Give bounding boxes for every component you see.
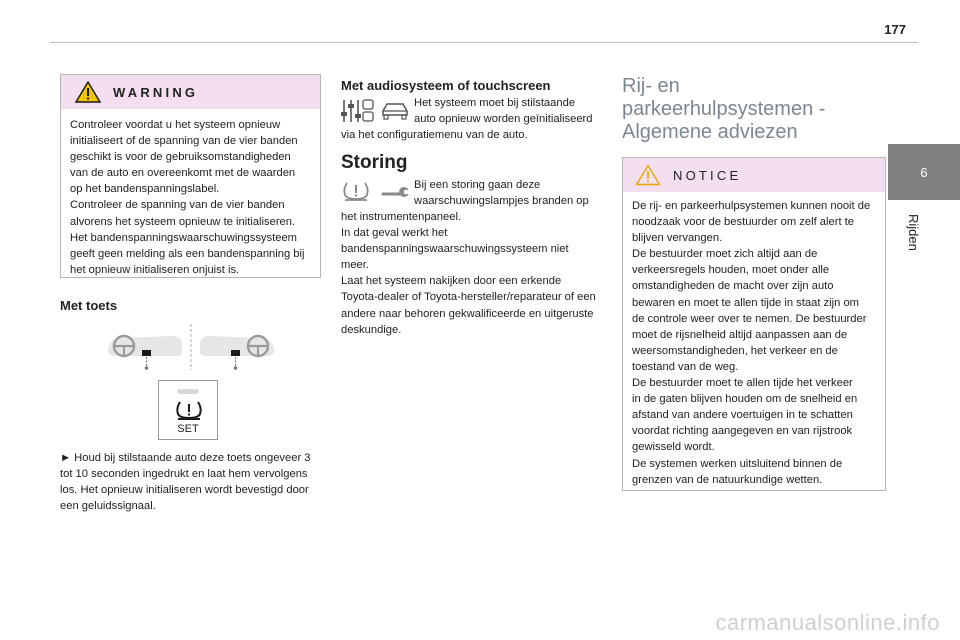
audio-text-indented bbox=[414, 95, 604, 127]
audio-heading: Met audiosysteem of touchscreen bbox=[341, 78, 551, 93]
text-line: op het bandenspanningslabel. bbox=[70, 183, 220, 196]
text-line: De systemen werken uitsluitend binnen de bbox=[632, 457, 843, 470]
car-icon bbox=[380, 100, 410, 122]
text-line: noodzaak voor de bestuurder om zelf alert te bbox=[632, 216, 855, 229]
text-line: Het systeem moet bij stilstaande bbox=[414, 97, 576, 109]
chapter-label-text: Rijden bbox=[906, 214, 921, 251]
warning-triangle-icon bbox=[75, 81, 101, 103]
section-title-line: parkeerhulpsystemen - bbox=[622, 98, 826, 120]
section-title bbox=[622, 75, 882, 144]
dashboard-location-illustration bbox=[106, 322, 276, 372]
text-line: bewaren en moet te allen tijde in staat zijn om bbox=[632, 296, 859, 309]
audio-text bbox=[341, 127, 606, 143]
header-divider bbox=[50, 42, 918, 43]
section-title-line: Algemene adviezen bbox=[622, 121, 798, 143]
notice-box bbox=[622, 157, 886, 491]
section-title-line: Rij- en bbox=[622, 75, 680, 97]
text-line: verkeersregels houden, moet onder alle bbox=[632, 264, 830, 277]
text-line: het opnieuw initialiseren onjuist is. bbox=[70, 263, 240, 276]
storing-text-indented bbox=[414, 177, 604, 209]
storing-heading: Storing bbox=[341, 152, 408, 173]
text-line: deskundige. bbox=[341, 323, 402, 336]
text-line: een geluidssignaal. bbox=[60, 500, 156, 513]
text-line: andere naar behoren gekwalificeerde en uitgeruste bbox=[341, 307, 594, 320]
text-line: De bestuurder moet te allen tijde het verkeer bbox=[632, 377, 853, 390]
wrench-icon bbox=[380, 182, 410, 202]
warning-title: WARNING bbox=[113, 84, 199, 100]
text-line: De bestuurder moet zich altijd aan de bbox=[632, 248, 818, 261]
text-line: afstand van andere voertuigen in te schatten bbox=[632, 409, 853, 422]
storing-text bbox=[341, 209, 609, 338]
text-line: bandenspanningswaarschuwingssysteem niet bbox=[341, 243, 569, 256]
warning-text bbox=[61, 109, 320, 278]
notice-text bbox=[623, 192, 885, 488]
text-line: van de auto en overeenkomt met de waarden bbox=[70, 167, 296, 180]
text-line: tot 10 seconden ingedrukt en laat hem vervolgens bbox=[60, 468, 308, 481]
text-line: het instrumentenpaneel. bbox=[341, 211, 462, 223]
warning-header bbox=[61, 75, 320, 109]
text-line: geeft geen melding als een bandenspanning bij bbox=[70, 247, 305, 260]
text-line: alvorens het systeem opnieuw te initialiseren. bbox=[70, 215, 296, 228]
text-line: Bij een storing gaan deze bbox=[414, 179, 541, 191]
text-line: gewisseld wordt. bbox=[632, 441, 715, 454]
text-line: weersomstandigheden, het verkeer en de bbox=[632, 344, 838, 357]
met-toets-heading: Met toets bbox=[60, 298, 118, 313]
tpms-icon bbox=[175, 399, 203, 421]
text-line: meer. bbox=[341, 259, 369, 272]
text-line: los. Het opnieuw initialiseren wordt bevestigd door bbox=[60, 484, 309, 497]
text-line: initialiseert of de spanning van de vier banden bbox=[70, 135, 298, 148]
text-line: waarschuwingslampjes branden op bbox=[414, 195, 589, 208]
text-line: de controle weer over te nemen. De bestuurder bbox=[632, 312, 867, 325]
text-line: omstandigheden de macht over zijn auto bbox=[632, 280, 834, 293]
text-line: De rij- en parkeerhulpsystemen kunnen nooit de bbox=[632, 200, 871, 212]
watermark[interactable]: carmanualsonline.info bbox=[715, 610, 940, 635]
text-line: toestand van de weg. bbox=[632, 360, 739, 373]
text-line: In dat geval werkt het bbox=[341, 227, 448, 240]
text-line: Laat het systeem nakijken door een erkende bbox=[341, 275, 562, 288]
notice-header bbox=[623, 158, 885, 192]
notice-title: NOTICE bbox=[673, 167, 742, 183]
page-number: 177 bbox=[884, 22, 906, 37]
text-line: via het configuratiemenu van de auto. bbox=[341, 129, 528, 141]
set-button-illustration bbox=[158, 380, 218, 440]
text-line: Toyota-dealer of Toyota-hersteller/reparateur of een bbox=[341, 291, 596, 304]
set-label: SET bbox=[177, 423, 199, 435]
chapter-tab[interactable]: 6 bbox=[888, 144, 960, 200]
text-line: Het bandenspanningswaarschuwingssysteem bbox=[70, 231, 297, 244]
chapter-label bbox=[903, 214, 923, 274]
text-line: grenzen van de natuurkundige wetten. bbox=[632, 473, 823, 486]
text-line: in de gaten blijven houden om de snelheid en bbox=[632, 393, 858, 406]
text-line: auto opnieuw worden geïnitialiseerd bbox=[414, 113, 593, 126]
text-line: Controleer voordat u het systeem opnieuw bbox=[70, 119, 281, 131]
tpms-icon bbox=[342, 180, 370, 202]
text-line: geschikt is voor de gebruiksomstandigheden bbox=[70, 151, 291, 164]
text-line: blijven vervangen. bbox=[632, 232, 723, 245]
warning-triangle-icon bbox=[635, 164, 661, 186]
text-line: ► Houd bij stilstaande auto deze toets ongeveer 3 bbox=[60, 452, 311, 464]
text-line: voordat richting aangegeven en van rijstrook bbox=[632, 425, 853, 438]
text-line: Controleer de spanning van de vier banden bbox=[70, 199, 285, 212]
met-toets-text bbox=[60, 450, 325, 514]
warning-box bbox=[60, 74, 321, 278]
set-button-top-bar bbox=[177, 389, 199, 394]
text-line: moet de rijsnelheid altijd aanpassen aan de bbox=[632, 328, 848, 341]
settings-sliders-icon bbox=[340, 98, 374, 124]
